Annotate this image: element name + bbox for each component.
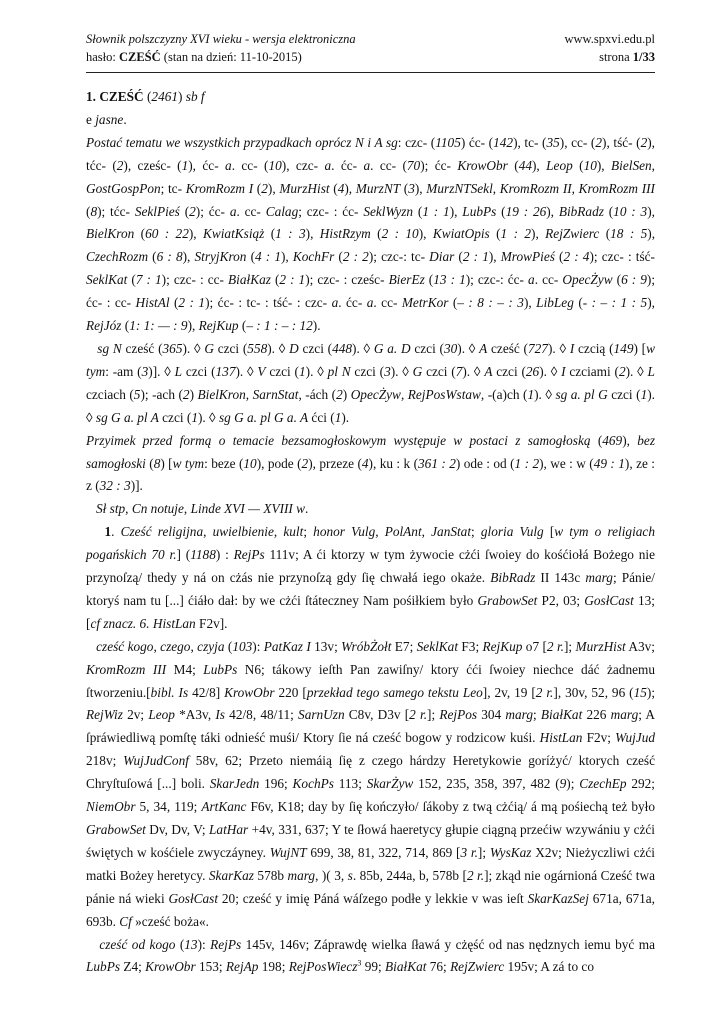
entry-info: hasło: CZEŚĆ (stan na dzień: 11-10-2015) xyxy=(86,50,302,64)
entry-headline: 1. CZEŚĆ (2461) sb f xyxy=(86,89,205,104)
entry-paragraph: Przyimek przed formą o temacie bezsamogłoskowym występuje w postaci z samogłoską (469), bez samogłoski (8) [w tym: beze (10), pode (2), przeze (4), ku : k (361 : 2) ode : od (1 : 2), we : w (49 : 1), ze : z (32 : 3)]. xyxy=(86,432,656,494)
entry-paragraph: sg N cześć (365). ◊ G czci (558). ◊ D czci (448). ◊ G a. D czci (30). ◊ A cześć (727). ◊ I czcią (149) [w tym: -am (3)]. ◊ L czci (137). ◊ V czci (1). ◊ pl N czci (3). ◊ G czci (7). ◊ A czci (26). ◊ I czciami (2). ◊ L czciach (5); -ach (2) BielKron, SarnStat, -ách (2) OpecŻyw, RejPosWstaw, -(a)ch (1). ◊ sg a. pl G czci (1). ◊ sg G a. pl A czci (1). ◊ sg G a. pl G a. A ćci (1). xyxy=(86,340,655,425)
site-url[interactable]: www.spxvi.edu.pl xyxy=(564,32,655,46)
header-divider xyxy=(86,72,655,73)
entry-paragraph: Postać tematu we wszystkich przypadkach oprócz N i A sg: czc- (1105) ćc- (142), tc- (35), cc- (2), tść- (2), tćc- (2), cześc- (1), ćc- a. cc- (10), czc- a. ćc- a. cc- (70); ćc- KrowObr (44), Leop (10), BielSen, GostGospPon; tc- KromRozm I (2), MurzHist (4), MurzNT (3), MurzNTSekl, KromRozm II, KromRozm III (8); tćc- SeklPieś (2); ćc- a. cc- Calag; czc- : ćc- SeklWyzn (1 : 1), LubPs (19 : 26), BibRadz (10 : 3), BielKron (60 : 22), KwiatKsiąż (1 : 3), HistRzym (2 : 10), KwiatOpis (1 : 2), RejZwierc (18 : 5), CzechRozm (6 : 8), StryjKron (4 : 1), KochFr (2 : 2); czc-: tc- Diar (2 : 1), MrowPieś (2 : 4); czc- : tść- SeklKat (7 : 1); czc- : cc- BiałKaz (2 : 1); czc- : cześc- BierEz (13 : 1); czc-: ćc- a. cc- OpecŻyw (6 : 9); ćc- : cc- HistAl (2 : 1); ćc- : tc- : tść- : czc- a. ćc- a. cc- MetrKor (– : 8 : – : 3), LibLeg (- : – : 1 : 5), RejJóz (1: 1: — : 9), RejKup (– : 1 : – : 12). xyxy=(86,134,656,334)
page-number: strona 1/33 xyxy=(599,50,655,64)
entry-paragraph: e jasne. xyxy=(86,111,127,127)
entry-body xyxy=(86,86,655,979)
page-header xyxy=(86,30,655,66)
entry-paragraph: cześć kogo, czego, czyja (103): PatKaz I 13v; WróbŻołt E7; SeklKat F3; RejKup o7 [2 r.]; MurzHist A3v; KromRozm III M4; LubPs N6; tákowy ieſth Pan zawiſny/ ktory ćći ſwoiey niechce dáć żadnemu ſtworzeniu.[bibl. Is 42/8] KrowObr 220 [przekład tego samego tekstu Leo], 2v, 19 [2 r.], 30v, 52, 96 (15); RejWiz 2v; Leop *A3v, Is 42/8, 48/11; SarnUzn C8v, D3v [2 r.]; RejPos 304 marg; BiałKat 226 marg; A ſpráwiedliwą pomſtę táki odnieść muśi/ Ktory ſie ná cześć bogow y rodzicow kuśi. HistLan F2v; WujJud 218v; WujJudConf 58v, 62; Przeto niemáią ſię z czego hárdzy Heretykowie goríżyć/ ktorych cześć Chryſtuſowá [...] boli. SkarJedn 196; KochPs 113; SkarŻyw 152, 235, 358, 397, 482 (9); CzechEp 292; NiemObr 5, 34, 119; ArtKanc F6v, K18; day by ſię kończyło/ ſákoby z twą cżćią/ á mą pośiechą też było GrabowSet Dv, Dv, V; LatHar +4v, 331, 637; Y te ſłowá haeretycy głupie ciągną przećiw wzywániu y cżći świętych w kośćiele zwyczáyney. WujNT 699, 38, 81, 322, 714, 869 [3 r.]; WysKaz X2v; Nieżyczliwi cżći matki Bożey heretycy. SkarKaz 578b marg, )( 3, s. 85b, 244a, b, 578b [2 r.]; zkąd nie ogárnioná Cześć twa pánie ná wieki GosłCast 20; cześć y imię Páná wáſzego podłe y lekkie v was ieſt SkarKazSej 671a, 671a, 693b. Cf »cześć boża«. xyxy=(86,638,656,929)
entry-paragraph: 1. Cześć religijna, uwielbienie, kult; honor Vulg, PolAnt, JanStat; gloria Vulg [w tym o religiach pogańskich 70 r.] (1188) : RejPs 111v; A ći ktorzy w tym żywocie cżći ſwoiey do kośćiołá Bożego nie przynoſzą/ thedy y ná on cżás nie przynoſzą gdy ſię chwałá iego okaże. BibRadz II 143c marg; Pánie/ ktoryś nam tu [...] ćiáło dał: by we cżći ſtáteczney Nam pośiłkiem było GrabowSet P2, 03; GosłCast 13; [cf znacz. 6. HistLan F2v]. xyxy=(86,524,655,631)
dictionary-title: Słownik polszczyzny XVI wieku - wersja elektroniczna xyxy=(86,32,356,46)
entry-paragraph: cześć od kogo (13): RejPs 145v, 146v; Záprawdę wielka ſławá y cżęść od nas nędznych iemu być ma LubPs Z4; KrowObr 153; RejAp 198; RejPosWiecz$^3$ 99; BiałKat 76; RejZwierc 195v; A zá to co xyxy=(86,936,655,975)
entry-paragraph: Sł stp, Cn notuje, Linde XVI — XVIII w. xyxy=(95,501,309,517)
